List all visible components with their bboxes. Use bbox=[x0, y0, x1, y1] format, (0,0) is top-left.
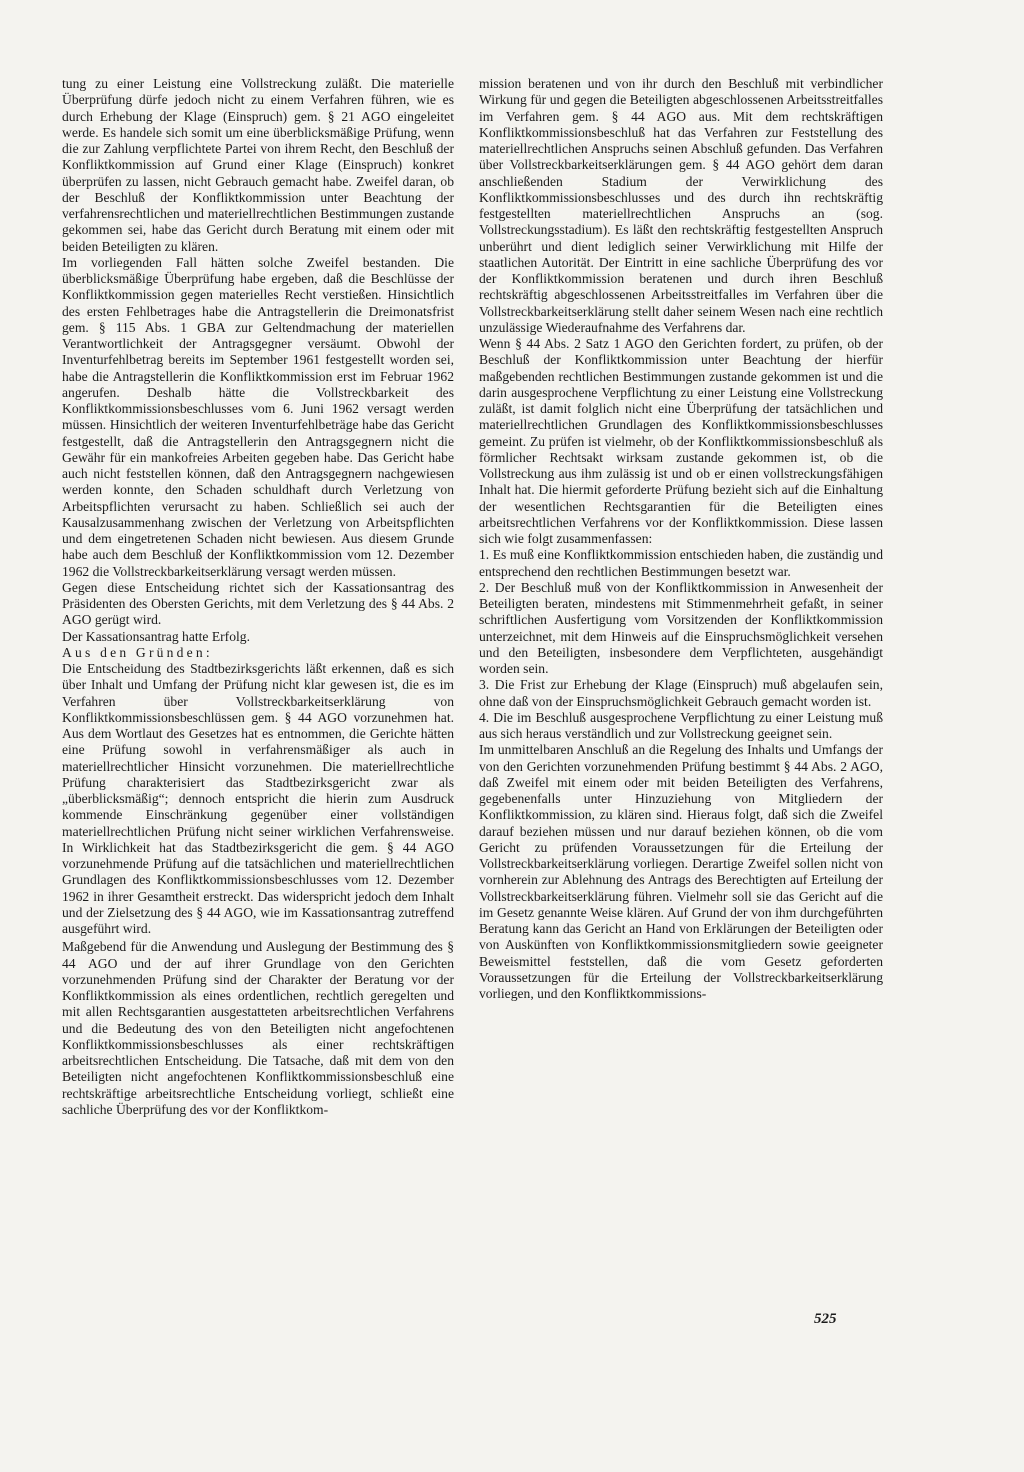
section-heading: Aus den Gründen: bbox=[62, 644, 213, 660]
list-item: 2. Der Beschluß muß von der Konfliktkommission in Anwesenheit der Beteiligten beraten, mindestens mit Stimmenmehrheit gefaßt, in seiner schriftlichen Ausfertigung vom Vorsitzenden der Konfliktkommission unterzeichnet, mit dem Hinweis auf die Einspruchsmöglichkeit versehen und den Beteiligten, insbesondere dem Verpflichteten, ausgehändigt worden sein. bbox=[479, 579, 883, 676]
paragraph: Die Entscheidung des Stadtbezirksgerichts läßt erkennen, daß es sich über Inhalt und Umfang der Prüfung nicht klar gewesen ist, die es im Verfahren über Vollstreckbarkeitserklärung von Konfliktkommissionsbeschlüssen gem. § 44 AGO vorzunehmen hat. Aus dem Wortlaut des Gesetzes hat es entnommen, die Gerichte hätten eine Prüfung sowohl in verfahrensmäßiger als auch in materiellrechtlicher Hinsicht vorzunehmen. Die materiellrechtliche Prüfung charakterisiert das Stadtbezirksgericht zwar als „überblicksmäßig“; dennoch entspricht die hierin zum Ausdruck kommende Einschränkung gegenüber einer vollständigen materiellrechtlichen Prüfung nicht seiner wirklichen Verfahrensweise. In Wirklichkeit hat das Stadtbezirksgericht die gem. § 44 AGO vorzunehmende Prüfung auf die tatsächlichen und materiellrechtlichen Grundlagen des Konfliktkommissionsbeschlusses vom 12. Dezember 1962 in ihrer Gesamtheit erstreckt. Das widerspricht jedoch dem Inhalt und der Zielsetzung des § 44 AGO, wie im Kassationsantrag zutreffend ausgeführt wird. bbox=[62, 661, 454, 936]
paragraph: Gegen diese Entscheidung richtet sich der Kassationsantrag des Präsidenten des Obersten Gerichts, mit dem Verletzung des § 44 Abs. 2 AGO gerügt wird. bbox=[62, 579, 454, 628]
paragraph: tung zu einer Leistung eine Vollstreckung zuläßt. Die materielle Überprüfung dürfe jedoch nicht zu einem Verfahren führen, wie es durch Erhebung der Klage (Einspruch) gem. § 21 AGO eingeleitet werde. Es handele sich somit um eine überblicksmäßige Prüfung, wenn die zur Zahlung verpflichtete Partei von ihrem Recht, den Beschluß der Konfliktkommission auf Grund einer Klage (Einspruch) konkret überprüfen zu lassen, nicht Gebrauch gemacht habe. Zweifel daran, ob der Beschluß der Konfliktkommission unter Beachtung der verfahrensrechtlichen und materiellrechtlichen Bestimmungen zustande gekommen sei, habe das Gericht durch Beratung mit einem oder mit beiden Beteiligten zu klären. bbox=[62, 76, 454, 254]
paragraph: Im vorliegenden Fall hätten solche Zweifel bestanden. Die überblicksmäßige Überprüfung habe ergeben, daß die Beschlüsse der Konfliktkommission gegen materielles Recht verstießen. Hinsichtlich des ersten Fehlbetrages habe die Antragstellerin die Dreimonatsfrist gem. § 115 Abs. 1 GBA zur Geltendmachung der materiellen Verantwortlichkeit der Antragsgegner versäumt. Obwohl der Inventurfehlbetrag bereits im September 1961 festgestellt worden sei, habe die Antragstellerin die Konfliktkommission erst im Februar 1962 angerufen. Deshalb hätte die Vollstreckbarkeit des Konfliktkommissionsbeschlusses vom 6. Juni 1962 versagt werden müssen. Hinsichtlich der weiteren Inventurfehlbeträge habe das Gericht festgestellt, daß die Antragstellerin den Antragsgegnern nicht die Gewähr für ein mankofreies Arbeiten gegeben habe. Das Gericht habe auch nicht feststellen können, daß den Antragsgegnern nachgewiesen werden konnte, den Schaden schuldhaft durch Verletzung von Arbeitspflichten verursacht zu haben. Schließlich sei auch der Kausalzusammenhang zwischen der Verletzung von Arbeitspflichten und dem eingetretenen Schaden nicht bewiesen. Aus diesem Grunde habe auch dem Beschluß der Konfliktkommission vom 12. Dezember 1962 die Vollstreckbarkeitserklärung versagt werden müssen. bbox=[62, 254, 454, 579]
paragraph: Der Kassationsantrag hatte Erfolg. bbox=[62, 628, 250, 644]
list-item: 3. Die Frist zur Erhebung der Klage (Einspruch) muß abgelaufen sein, ohne daß von der Einspruchsmöglichkeit Gebrauch gemacht worden ist. bbox=[479, 677, 883, 709]
left-column bbox=[62, 76, 454, 1118]
page-number: 525 bbox=[814, 1311, 837, 1327]
paragraph: Maßgebend für die Anwendung und Auslegung der Bestimmung des § 44 AGO und der auf ihrer Grundlage von den Gerichten vorzunehmenden Prüfung sind der Charakter der Beratung vor der Konfliktkommission als eines ordentlichen, rechtlich geregelten und mit allen Rechtsgarantien ausgestatteten arbeitsrechtlichen Verfahrens und die Bedeutung des von den Beteiligten nicht angefochtenen Konfliktkommissionsbeschlusses als einer rechtskräftigen arbeitsrechtlichen Entscheidung. Die Tatsache, daß mit dem von den Beteiligten nicht angefochtenen Konfliktkommissionsbeschluß eine rechtskräftige arbeitsrechtliche Entscheidung vorliegt, schließt eine sachliche Überprüfung des vor der Konfliktkom- bbox=[62, 939, 454, 1117]
right-column bbox=[479, 76, 883, 1002]
list-item: 1. Es muß eine Konfliktkommission entschieden haben, die zuständig und entsprechend den rechtlichen Bestimmungen besetzt war. bbox=[479, 547, 883, 579]
paragraph: Wenn § 44 Abs. 2 Satz 1 AGO den Gerichten fordert, zu prüfen, ob der Beschluß der Konfliktkommission unter Beachtung der hierfür maßgebenden rechtlichen Bestimmungen zustande gekommen ist und die darin ausgesprochene Verpflichtung zu einer Leistung eine Vollstreckung zuläßt, ist damit folglich nicht eine Überprüfung der tatsächlichen und materiellrechtlichen Grundlagen des Konfliktkommissionsbeschlusses gemeint. Zu prüfen ist vielmehr, ob der Konfliktkommissionsbeschluß als förmlicher Rechtsakt wirksam zustande gekommen ist, ob die Vollstreckung aus ihm zulässig ist und ob er einen vollstreckungsfähigen Inhalt hat. Die hiermit geforderte Prüfung bezieht sich auf die Einhaltung der wesentlichen Rechtsgarantien für die Beteiligten eines arbeitsrechtlichen Verfahrens vor der Konfliktkommission. Diese lassen sich wie folgt zusammenfassen: bbox=[479, 336, 883, 546]
paragraph: Im unmittelbaren Anschluß an die Regelung des Inhalts und Umfangs der von den Gerichten vorzunehmenden Prüfung bestimmt § 44 Abs. 2 AGO, daß Zweifel mit einem oder mit beiden Beteiligten des Verfahrens, gegebenenfalls unter Hinzuziehung von Mitgliedern der Konfliktkommission, zu klären sind. Hieraus folgt, daß sich die Zweifel darauf beziehen müssen und nur darauf beziehen können, ob die vom Gericht zu prüfenden Voraussetzungen für die Erteilung der Vollstreckbarkeitserklärung vorliegen. Derartige Zweifel sollen nicht von vornherein zur Ablehnung des Antrags des Berechtigten auf Erteilung der Vollstreckbarkeitserklärung führen. Vielmehr soll sie das Gericht auf die im Gesetz genannte Weise klären. Auf Grund der von ihm durchgeführten Beratung kann das Gericht an Hand von Erklärungen der Beteiligten oder von Auskünften von Konfliktkommissionsmitgliedern sowie geeigneter Beweismittel feststellen, daß die vom Gesetz geforderten Voraussetzungen für die Erteilung der Vollstreckbarkeitserklärung vorliegen, und den Konfliktkommissions- bbox=[479, 742, 883, 1001]
list-item: 4. Die im Beschluß ausgesprochene Verpflichtung zu einer Leistung muß aus sich heraus verständlich und zur Vollstreckung geeignet sein. bbox=[479, 709, 883, 741]
paragraph: mission beratenen und von ihr durch den Beschluß mit verbindlicher Wirkung für und gegen die Beteiligten abgeschlossenen Arbeitsstreitfalles im Verfahren gem. § 44 AGO aus. Mit dem rechtskräftigen Konfliktkommissionsbeschluß hat das Verfahren zur Feststellung des materiellrechtlichen Anspruchs seinen Abschluß gefunden. Das Verfahren über Vollstreckbarkeitserklärungen gem. § 44 AGO gehört dem daran anschließenden Stadium der Verwirklichung des Konfliktkommissionsbeschlusses und des durch ihn rechtskräftig festgestellten materiellrechtlichen Anspruchs an (sog. Vollstreckungsstadium). Es läßt den rechtskräftig festgestellten Anspruch unberührt und dient lediglich seiner Verwirklichung mit Hilfe der staatlichen Autorität. Der Eintritt in eine sachliche Überprüfung des vor der Konfliktkommission beratenen und durch ihren Beschluß rechtskräftig abgeschlossenen Arbeitsstreitfalles im Verfahren über die Vollstreckbarkeitserklärung stellt daher seinem Wesen nach eine rechtlich unzulässige Wiederaufnahme des Verfahrens dar. bbox=[479, 76, 883, 335]
